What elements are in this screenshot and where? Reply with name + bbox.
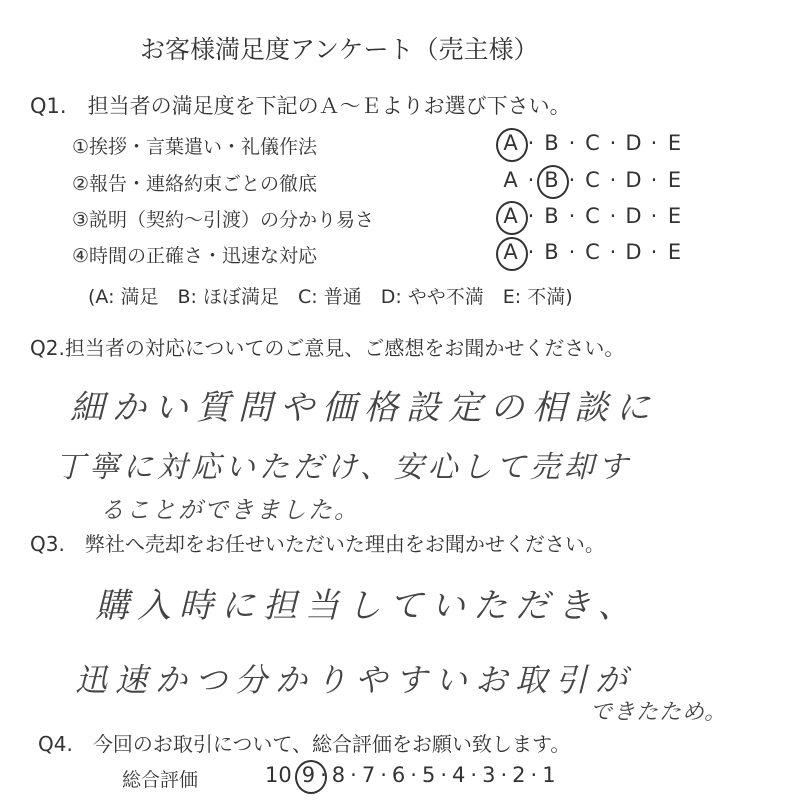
q1-rating: [500, 131, 686, 155]
q4-question: Q4. 今回のお取引について、総合評価をお願い致します。: [38, 732, 571, 756]
q3-question: Q3. 弊社へ売却をお任せいただいた理由をお聞かせください。: [30, 532, 605, 556]
score-option-10[interactable]: 10: [265, 763, 292, 787]
separator: ·: [320, 763, 327, 787]
q3-answer-line: 購入時に担当していただき、: [95, 586, 640, 626]
separator: ·: [650, 131, 659, 155]
separator: ·: [568, 168, 577, 192]
q1-question: Q1. 担当者の満足度を下記のＡ～Ｅよりお選び下さい。: [30, 94, 571, 118]
separator: ·: [609, 240, 618, 264]
separator: ·: [609, 204, 618, 228]
q2-answer-line: 細かい質問や価格設定の相談に: [70, 388, 658, 428]
q1-rating: [500, 240, 686, 264]
score-option-6[interactable]: 6: [391, 763, 406, 787]
separator: ·: [568, 240, 577, 264]
q3-answer-line: できたため。: [590, 700, 728, 725]
score-option-4[interactable]: 4: [452, 763, 466, 787]
rating-option-B[interactable]: B: [544, 240, 560, 264]
separator: ·: [380, 763, 387, 787]
rating-option-C[interactable]: C: [585, 131, 601, 155]
separator: ·: [527, 131, 536, 155]
rating-option-A[interactable]: A: [500, 204, 522, 228]
separator: ·: [350, 763, 357, 787]
rating-option-A[interactable]: A: [503, 168, 519, 192]
q2-answer-line: ることができました。: [100, 496, 360, 524]
rating-option-D[interactable]: D: [625, 168, 643, 192]
rating-option-B[interactable]: B: [544, 131, 560, 155]
separator: ·: [568, 204, 577, 228]
separator: ·: [527, 204, 536, 228]
rating-option-E[interactable]: E: [667, 131, 683, 155]
overall-score-options: [262, 763, 559, 787]
score-option-9[interactable]: 9: [299, 763, 318, 787]
separator: ·: [609, 131, 618, 155]
q2-question: Q2.担当者の対応についてのご意見、ご感想をお聞かせください。: [30, 336, 625, 360]
q1-rating: [500, 168, 686, 192]
rating-option-D[interactable]: D: [625, 240, 643, 264]
q1-item-label: ③説明（契約～引渡）の分かり易さ: [72, 209, 375, 231]
score-option-1[interactable]: 1: [542, 763, 556, 787]
separator: ·: [530, 763, 538, 787]
rating-option-E[interactable]: E: [667, 204, 683, 228]
score-option-8[interactable]: 8: [331, 763, 346, 787]
separator: ·: [470, 763, 478, 787]
separator: ·: [527, 168, 536, 192]
q1-legend: (A: 満足 B: ほぼ満足 C: 普通 D: やや不満 E: 不満): [88, 286, 573, 308]
separator: ·: [650, 240, 659, 264]
rating-option-A[interactable]: A: [500, 240, 522, 264]
q3-answer-line: 迅速かつ分かりやすいお取引が: [75, 661, 636, 699]
separator: ·: [650, 168, 659, 192]
rating-option-A[interactable]: A: [500, 131, 522, 155]
separator: ·: [440, 763, 448, 787]
q1-rating: [500, 204, 686, 228]
rating-option-D[interactable]: D: [625, 204, 643, 228]
rating-option-E[interactable]: E: [667, 168, 683, 192]
score-option-5[interactable]: 5: [421, 763, 436, 787]
rating-option-B[interactable]: B: [541, 168, 563, 192]
q1-item-label: ④時間の正確さ・迅速な対応: [72, 245, 318, 267]
separator: ·: [527, 240, 536, 264]
q1-item-label: ①挨拶・言葉遣い・礼儀作法: [72, 136, 318, 158]
separator: ·: [500, 763, 508, 787]
rating-option-C[interactable]: C: [585, 240, 601, 264]
rating-option-C[interactable]: C: [585, 204, 601, 228]
rating-option-D[interactable]: D: [625, 131, 643, 155]
page-title: お客様満足度アンケート（売主様）: [140, 35, 539, 64]
q2-answer-line: 丁寧に対応いただけ、安心して売却す: [55, 450, 632, 485]
q4-label: 総合評価: [122, 769, 199, 791]
score-option-2[interactable]: 2: [512, 763, 526, 787]
separator: ·: [568, 131, 577, 155]
score-option-3[interactable]: 3: [482, 763, 496, 787]
separator: ·: [650, 204, 659, 228]
rating-option-E[interactable]: E: [667, 240, 683, 264]
score-option-7[interactable]: 7: [361, 763, 376, 787]
rating-option-C[interactable]: C: [585, 168, 601, 192]
rating-option-B[interactable]: B: [544, 204, 560, 228]
q1-item-label: ②報告・連絡約束ごとの徹底: [72, 173, 318, 195]
separator: ·: [609, 168, 618, 192]
separator: ·: [410, 763, 417, 787]
